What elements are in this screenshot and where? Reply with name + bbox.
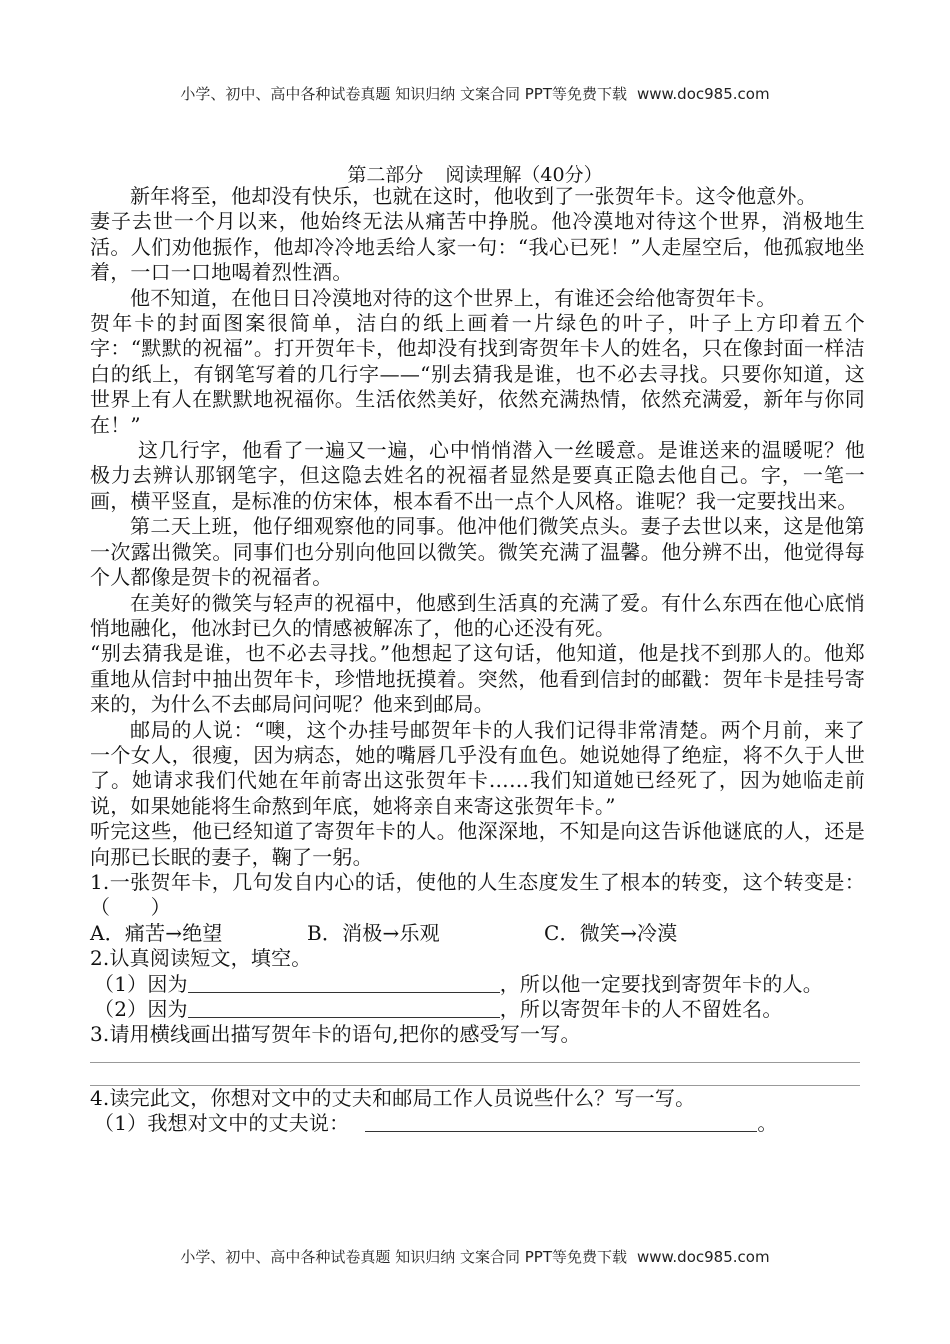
question-2-item-1 <box>90 972 865 997</box>
section-name: 阅读理解（40分） <box>445 164 603 186</box>
passage-paragraph: 贺年卡的封面图案很简单，洁白的纸上画着一片绿色的叶子，叶子上方印着五个字：“默默的祝福”。打开贺年卡，他却没有找到寄贺年卡人的姓名，只在像封面一样洁白的纸上，有钢笔写着的几行字——“别去猜我是谁，也不必去寻找。只要你知道，这世界上有人在默默地祝福你。生活依然美好，依然充满热情，依然充满爱，新年与你同在！” <box>90 311 865 437</box>
section-title <box>0 160 950 187</box>
reading-passage <box>90 184 865 1137</box>
option-b[interactable]: B．消极→乐观 <box>307 920 440 945</box>
q2-1-answer-blank[interactable] <box>188 972 500 993</box>
header-text: 小学、初中、高中各种试卷真题 知识归纳 文案合同 PPT等免费下载 <box>180 85 627 103</box>
q2-1-prefix: （1）因为 <box>94 971 188 996</box>
passage-paragraph: 新年将至，他却没有快乐，也就在这时，他收到了一张贺年卡。这令他意外。 <box>130 184 817 208</box>
question-2: 2.认真阅读短文，填空。 <box>90 946 312 971</box>
passage-paragraph: 妻子去世一个月以来，他始终无法从痛苦中挣脱。他冷漠地对待这个世界，消极地生活。人们劝他振作，他却冷冷地丢给人家一句：“我心已死！”人走屋空后，他孤寂地坐着，一口一口地喝着烈性酒。 <box>90 209 865 285</box>
footer-text: 小学、初中、高中各种试卷真题 知识归纳 文案合同 PPT等免费下载 <box>180 1248 627 1266</box>
question-4: 4.读完此文，你想对文中的丈夫和邮局工作人员说些什么？写一写。 <box>90 1085 696 1110</box>
page-footer <box>0 1246 950 1267</box>
q2-2-answer-blank[interactable] <box>188 997 500 1018</box>
passage-paragraph: 第二天上班，他仔细观察他的同事。他冲他们微笑点头。妻子去世以来，这是他第一次露出微笑。同事们也分别向他回以微笑。微笑充满了温馨。他分辨不出，他觉得每个人都像是贺卡的祝福者。 <box>90 514 865 590</box>
option-a[interactable]: A．痛苦→绝望 <box>90 920 223 945</box>
question-3: 3.请用横线画出描写贺年卡的语句,把你的感受写一写。 <box>90 1022 581 1047</box>
q3-answer-line-1[interactable] <box>90 1062 860 1063</box>
q2-2-prefix: （2）因为 <box>94 997 188 1021</box>
q4-1-answer-blank[interactable] <box>365 1111 757 1132</box>
question-1: 1.一张贺年卡，几句发自内心的话，使他的人生态度发生了根本的转变，这个转变是：（ ） <box>90 869 865 920</box>
passage-paragraph: 听完这些，他已经知道了寄贺年卡的人。他深深地，不知是向这告诉他谜底的人，还是向那已长眠的妻子，鞠了一躬。 <box>90 819 865 869</box>
question-1-options <box>90 921 865 946</box>
passage-paragraph: “别去猜我是谁，也不必去寻找。”他想起了这句话，他知道，他是找不到那人的。他郑重地从信封中抽出贺年卡，珍惜地抚摸着。突然，他看到信封的邮戳：贺年卡是挂号寄来的，为什么不去邮局问问呢？他来到邮局。 <box>90 641 865 717</box>
q2-1-suffix: ，所以他一定要找到寄贺年卡的人。 <box>499 971 823 996</box>
header-site-link[interactable]: www.doc985.com <box>636 85 770 103</box>
question-2-item-2 <box>90 997 865 1022</box>
q2-2-suffix: ，所以寄贺年卡的人不留姓名。 <box>499 997 783 1021</box>
passage-paragraph: 他不知道，在他日日冷漠地对待的这个世界上，有谁还会给他寄贺年卡。 <box>130 285 777 310</box>
section-part: 第二部分 <box>347 164 424 186</box>
page-header <box>0 83 950 104</box>
option-c[interactable]: C．微笑→冷漠 <box>544 920 678 945</box>
passage-paragraph: 邮局的人说：“噢，这个办挂号邮贺年卡的人我们记得非常清楚。两个月前，来了一个女人，很瘦，因为病态，她的嘴唇几乎没有血色。她说她得了绝症，将不久于人世了。她请求我们代她在年前寄出这张贺年卡……我们知道她已经死了，因为她临走前说，如果她能将生命熬到年底，她将亲自来寄这张贺年卡。” <box>90 717 865 818</box>
q4-1-suffix: 。 <box>757 1111 778 1136</box>
q4-1-prefix: （1）我想对文中的丈夫说： <box>94 1111 350 1136</box>
question-4-item-1 <box>90 1111 865 1136</box>
passage-paragraph: 这几行字，他看了一遍又一遍，心中悄悄潜入一丝暖意。是谁送来的温暖呢？他极力去辨认那钢笔字，但这隐去姓名的祝福者显然是要真正隐去他自己。字，一笔一画，横平竖直，是标准的仿宋体，根本看不出一点个人风格。谁呢？我一定要找出来。 <box>90 438 865 513</box>
passage-paragraph: 在美好的微笑与轻声的祝福中，他感到生活真的充满了爱。有什么东西在他心底悄悄地融化，他冰封已久的情感被解冻了，他的心还没有死。 <box>90 590 865 640</box>
footer-site-link[interactable]: www.doc985.com <box>636 1248 770 1266</box>
